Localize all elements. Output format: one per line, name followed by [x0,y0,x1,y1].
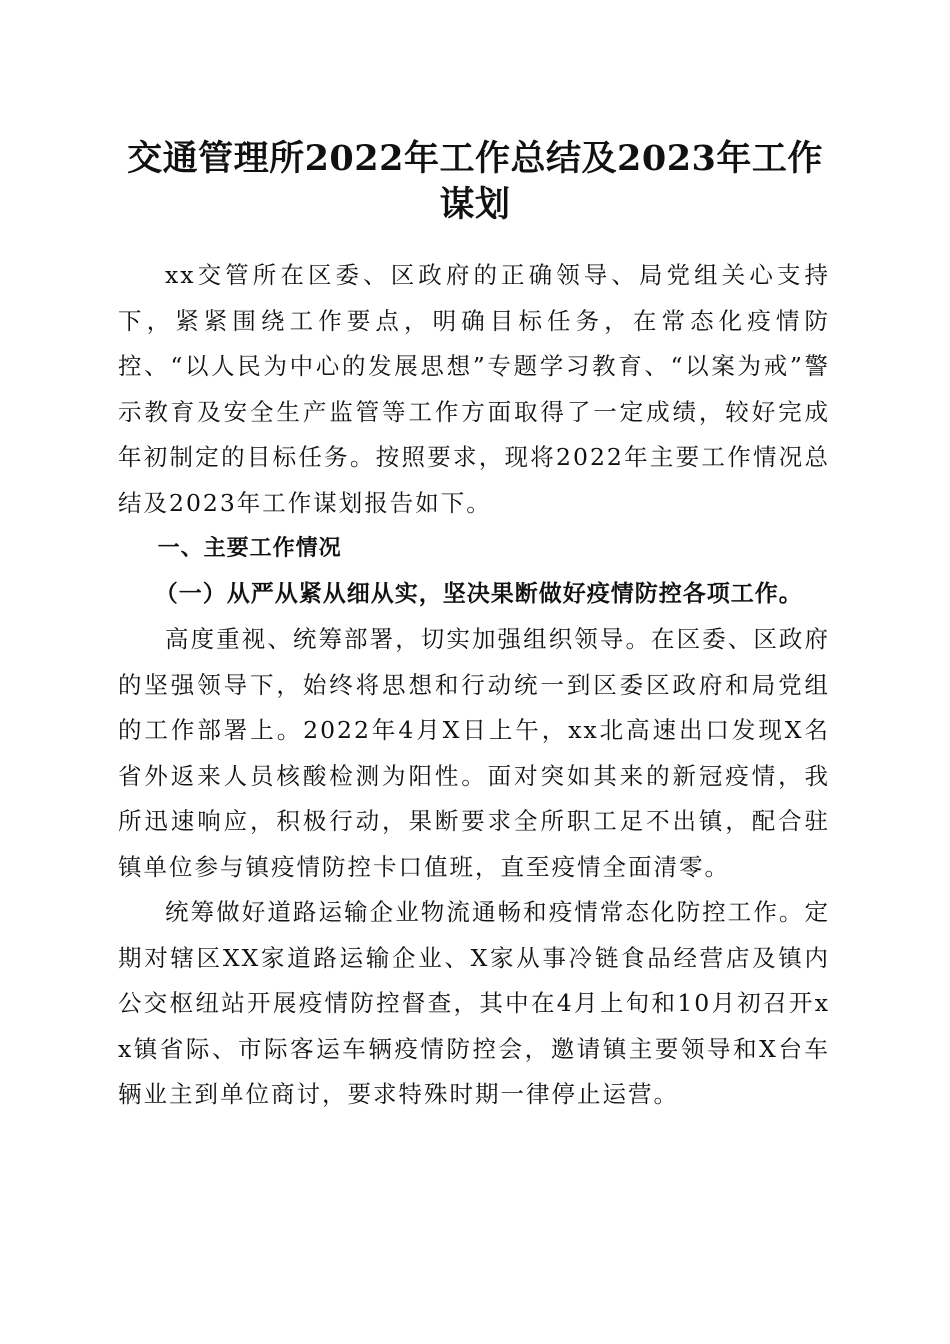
document-body [118,253,830,1118]
body-paragraph-organization: 高度重视、统筹部署，切实加强组织领导。在区委、区政府的坚强领导下，始终将思想和行动统一到区委区政府和局党组的工作部署上。2022年4月X日上午，xx北高速出口发现X名省外返来人员核酸检测为阳性。面对突如其来的新冠疫情，我所迅速响应，积极行动，果断要求全所职工足不出镇，配合驻镇单位参与镇疫情防控卡口值班，直至疫情全面清零。 [118,625,830,881]
document-title: 交通管理所2022年工作总结及2023年工作谋划 [127,138,823,225]
intro-paragraph: xx交管所在区委、区政府的正确领导、局党组关心支持下，紧紧围绕工作要点，明确目标任务，在常态化疫情防控、“以人民为中心的发展思想”专题学习教育、“以案为戒”警示教育及安全生产监管等工作方面取得了一定成绩，较好完成年初制定的目标任务。按照要求，现将2022年主要工作情况总结及2023年工作谋划报告如下。 [118,261,830,517]
body-paragraph-logistics: 统筹做好道路运输企业物流通畅和疫情常态化防控工作。定期对辖区XX家道路运输企业、X家从事冷链食品经营店及镇内公交枢纽站开展疫情防控督查，其中在4月上旬和10月初召开xx镇省际、市际客运车辆疫情防控会，邀请镇主要领导和X台车辆业主到单位商讨，要求特殊时期一律停止运营。 [118,898,830,1108]
subsection-heading-epidemic-control: （一）从严从紧从细从实，坚决果断做好疫情防控各项工作。 [154,580,803,607]
section-heading-main-work: 一、主要工作情况 [157,536,342,561]
